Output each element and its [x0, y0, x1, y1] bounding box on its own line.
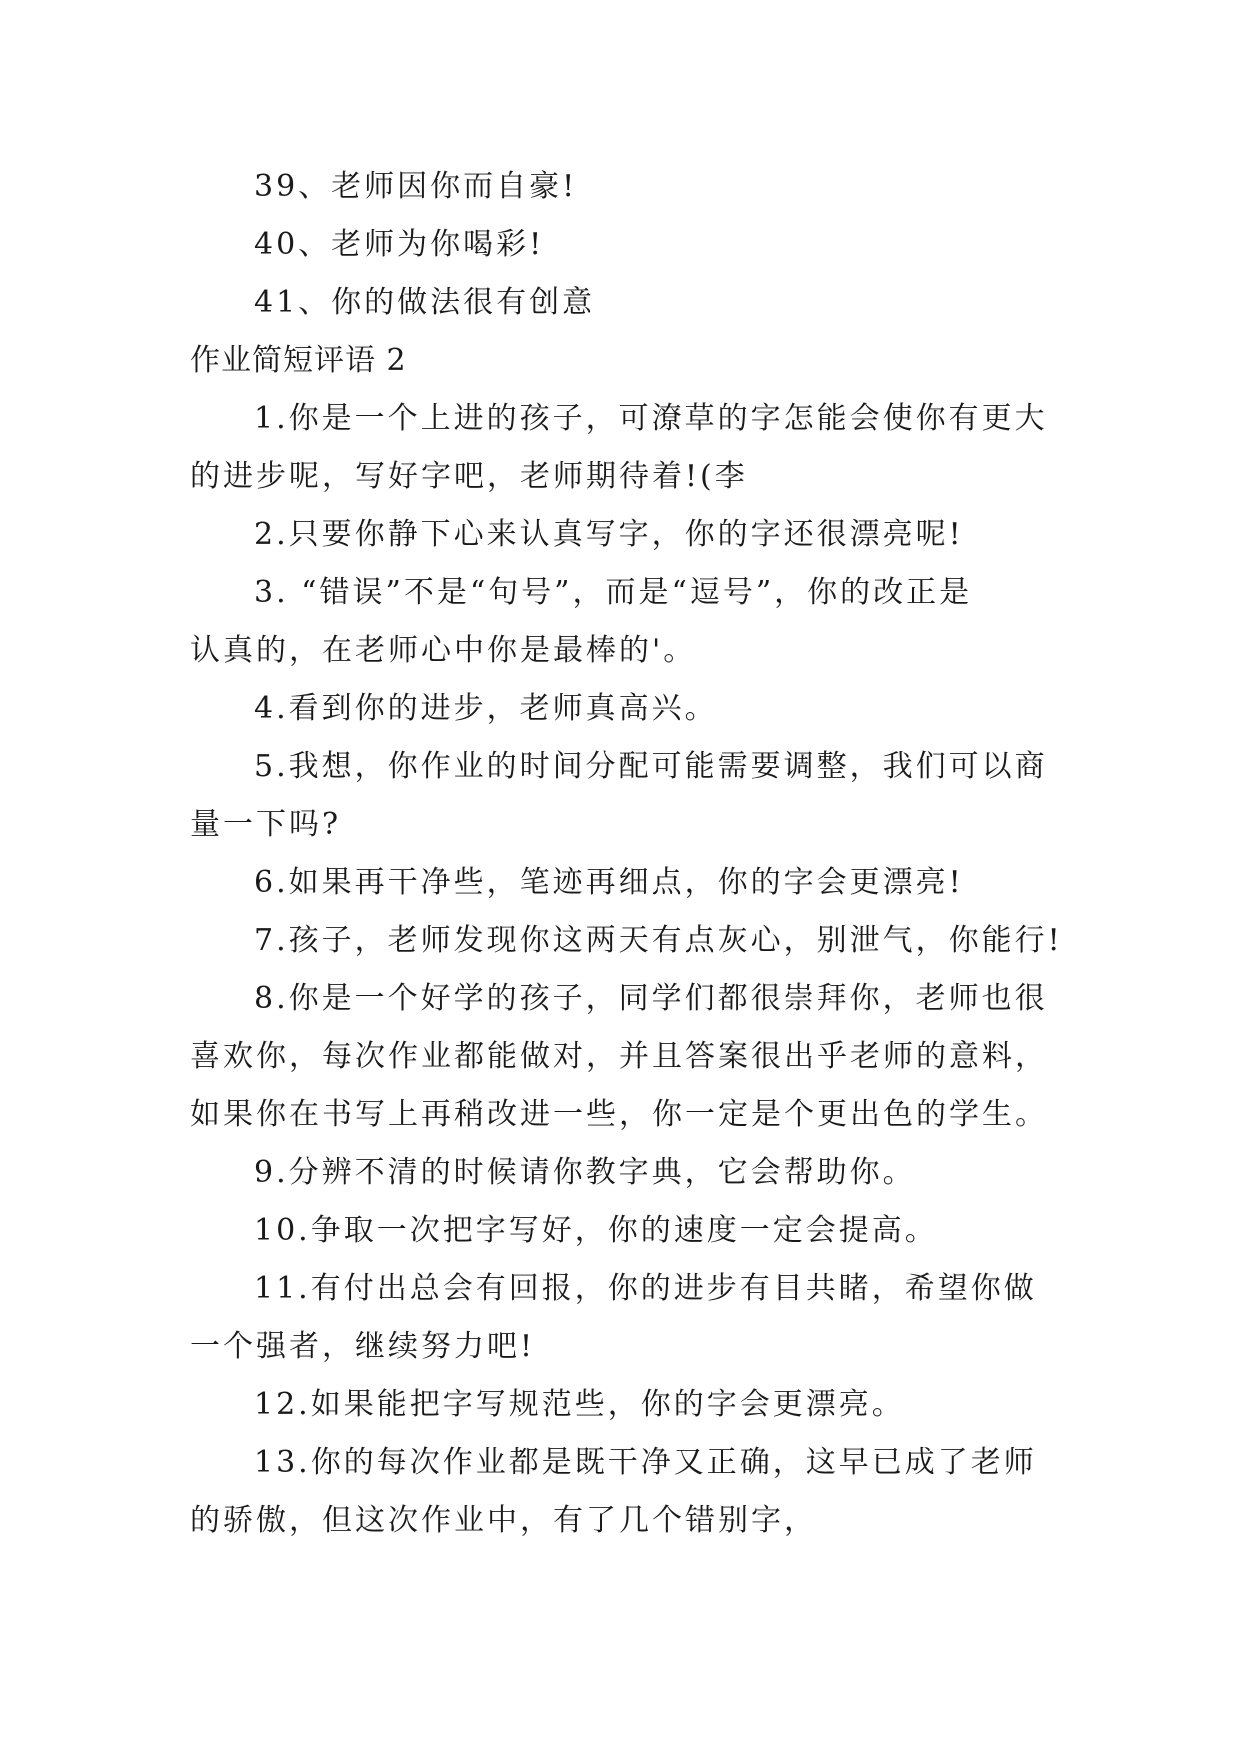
- list-item: 10.争取一次把字写好，你的速度一定会提高。: [254, 1213, 938, 1248]
- list-item-continuation: 的骄傲，但这次作业中，有了几个错别字，: [190, 1503, 817, 1538]
- list-item: 2.只要你静下心来认真写字，你的字还很漂亮呢!: [254, 517, 964, 552]
- section-heading: 作业简短评语 2: [190, 343, 407, 378]
- list-item-continuation: 一个强者，继续努力吧!: [190, 1329, 536, 1364]
- list-item-continuation: 的进步呢，写好字吧，老师期待着!(李: [190, 459, 748, 494]
- list-item: 41、你的做法很有创意: [254, 285, 596, 320]
- list-item-continuation: 喜欢你，每次作业都能做对，并且答案很出乎老师的意料，: [190, 1039, 1048, 1074]
- list-item: 1.你是一个上进的孩子，可潦草的字怎能会使你有更大: [254, 401, 1048, 436]
- list-item: 4.看到你的进步，老师真高兴。: [254, 691, 718, 726]
- list-item: 8.你是一个好学的孩子，同学们都很崇拜你，老师也很: [254, 981, 1048, 1016]
- list-item: 11.有付出总会有回报，你的进步有目共睹，希望你做: [254, 1271, 1037, 1306]
- list-item: 13.你的每次作业都是既干净又正确，这早已成了老师: [254, 1445, 1037, 1480]
- list-item-continuation: 量一下吗?: [190, 807, 342, 842]
- list-item-continuation: 认真的，在老师心中你是最棒的'。: [190, 633, 697, 668]
- list-item: 7.孩子，老师发现你这两天有点灰心，别泄气，你能行!: [254, 923, 1063, 958]
- list-item: 12.如果能把字写规范些，你的字会更漂亮。: [254, 1387, 905, 1422]
- document-body: [190, 158, 1090, 1550]
- list-item: 6.如果再干净些，笔迹再细点，你的字会更漂亮!: [254, 865, 964, 900]
- list-item: 40、老师为你喝彩!: [254, 227, 545, 262]
- list-item-continuation: 如果你在书写上再稍改进一些，你一定是个更出色的学生。: [190, 1097, 1048, 1132]
- list-item: 3. “错误”不是“句号”，而是“逗号”，你的改正是: [254, 575, 973, 610]
- list-item: 9.分辨不清的时候请你教字典，它会帮助你。: [254, 1155, 916, 1190]
- list-item: 39、老师因你而自豪!: [254, 169, 578, 204]
- list-item: 5.我想，你作业的时间分配可能需要调整，我们可以商: [254, 749, 1048, 784]
